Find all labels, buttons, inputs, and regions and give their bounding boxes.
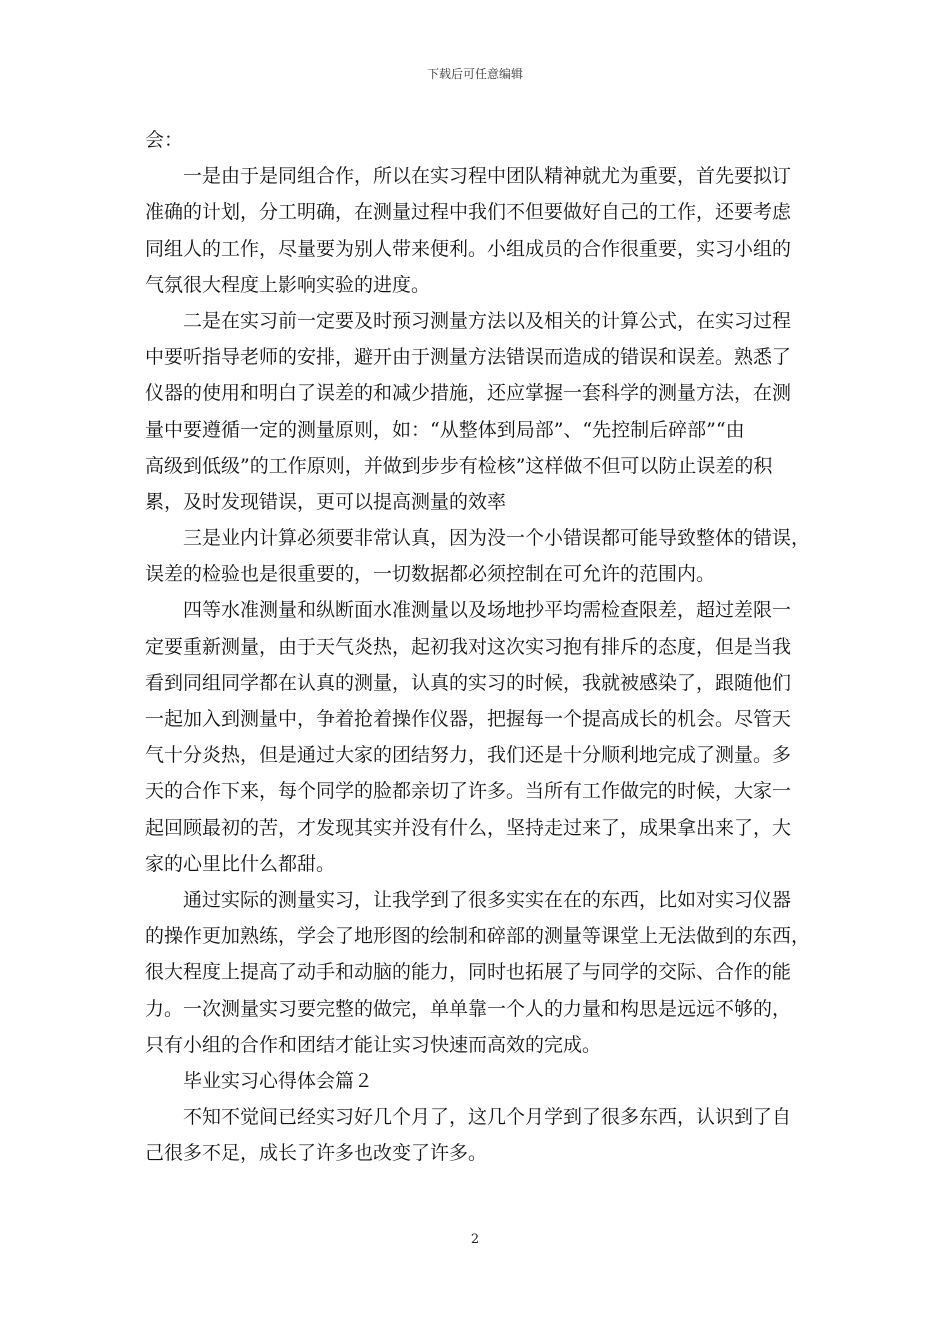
text-line: 累，及时发现错误，更可以提高测量的效率 [145, 490, 507, 513]
text-line: 一是由于是同组合作，所以在实习程中团队精神就尤为重要，首先要拟订 [183, 165, 792, 188]
text-line: 四等水准测量和纵断面水准测量以及场地抄平均需检查限差，超过差限一 [183, 599, 792, 622]
text-line: 量中要遵循一定的测量原则，如：“从整体到局部”、“先控制后碎部”“由 [145, 418, 745, 441]
text-line: 同组人的工作，尽量要为别人带来便利。小组成员的合作很重要，实习小组的 [145, 237, 792, 260]
text-line: 高级到低级”的工作原则，并做到步步有检核”这样做不但可以防止误差的积 [145, 454, 773, 477]
text-line: 会： [145, 129, 184, 151]
document-body [145, 122, 809, 1171]
text-line: 误差的检验也是很重要的，一切数据都必须控制在可允许的范围内。 [145, 563, 716, 586]
text-line: 二是在实习前一定要及时预习测量方法以及相关的计算公式，在实习过程 [183, 309, 792, 332]
text-line: 很大程度上提高了动手和动脑的能力，同时也拓展了与同学的交际、合作的能 [145, 961, 792, 984]
text-line: 通过实际的测量实习，让我学到了很多实实在在的东西，比如对实习仪器 [183, 888, 792, 911]
text-line: 定要重新测量，由于天气炎热，起初我对这次实习抱有排斥的态度，但是当我 [145, 635, 792, 658]
text-line: 己很多不足，成长了许多也改变了许多。 [145, 1142, 488, 1165]
text-line: 起回顾最初的苦，才发现其实并没有什么，坚持走过来了，成果拿出来了，大 [145, 816, 792, 839]
text-line: 气十分炎热，但是通过大家的团结努力，我们还是十分顺利地完成了测量。多 [145, 744, 792, 767]
text-line: 毕业实习心得体会篇２ [183, 1069, 374, 1092]
text-line: 不知不觉间已经实习好几个月了，这几个月学到了很多东西，认识到了自 [183, 1106, 792, 1129]
text-line: 家的心里比什么都甜。 [145, 852, 336, 875]
text-line: 天的合作下来，每个同学的脸都亲切了许多。当所有工作做完的时候，大家一 [145, 780, 792, 803]
text-line: 看到同组同学都在认真的测量，认真的实习的时候，我就被感染了，跟随他们 [145, 671, 792, 694]
text-line: 只有小组的合作和团结才能让实习快速而高效的完成。 [145, 1033, 602, 1056]
text-line: 仪器的使用和明白了误差的和减少措施，还应掌握一套科学的测量方法，在测 [145, 382, 792, 405]
text-line: 力。一次测量实习要完整的做完，单单靠一个人的力量和构思是远远不够的， [145, 997, 792, 1020]
text-line: 气氛很大程度上影响实验的进度。 [145, 273, 431, 296]
text-line: 三是业内计算必须要非常认真，因为没一个小错误都可能导致整体的错误， [183, 527, 811, 550]
page-header: 下载后可任意编辑 [426, 67, 523, 81]
text-line: 一起加入到测量中，争着抢着操作仪器，把握每一个提高成长的机会。尽管天 [145, 708, 792, 730]
text-line: 准确的计划，分工明确，在测量过程中我们不但要做好自己的工作，还要考虑 [145, 201, 792, 224]
text-line: 中要听指导老师的安排，避开由于测量方法错误而造成的错误和误差。熟悉了 [145, 346, 792, 369]
page-number: 2 [470, 1232, 480, 1247]
text-line: 的操作更加熟练，学会了地形图的绘制和碎部的测量等课堂上无法做到的东西， [145, 925, 811, 948]
